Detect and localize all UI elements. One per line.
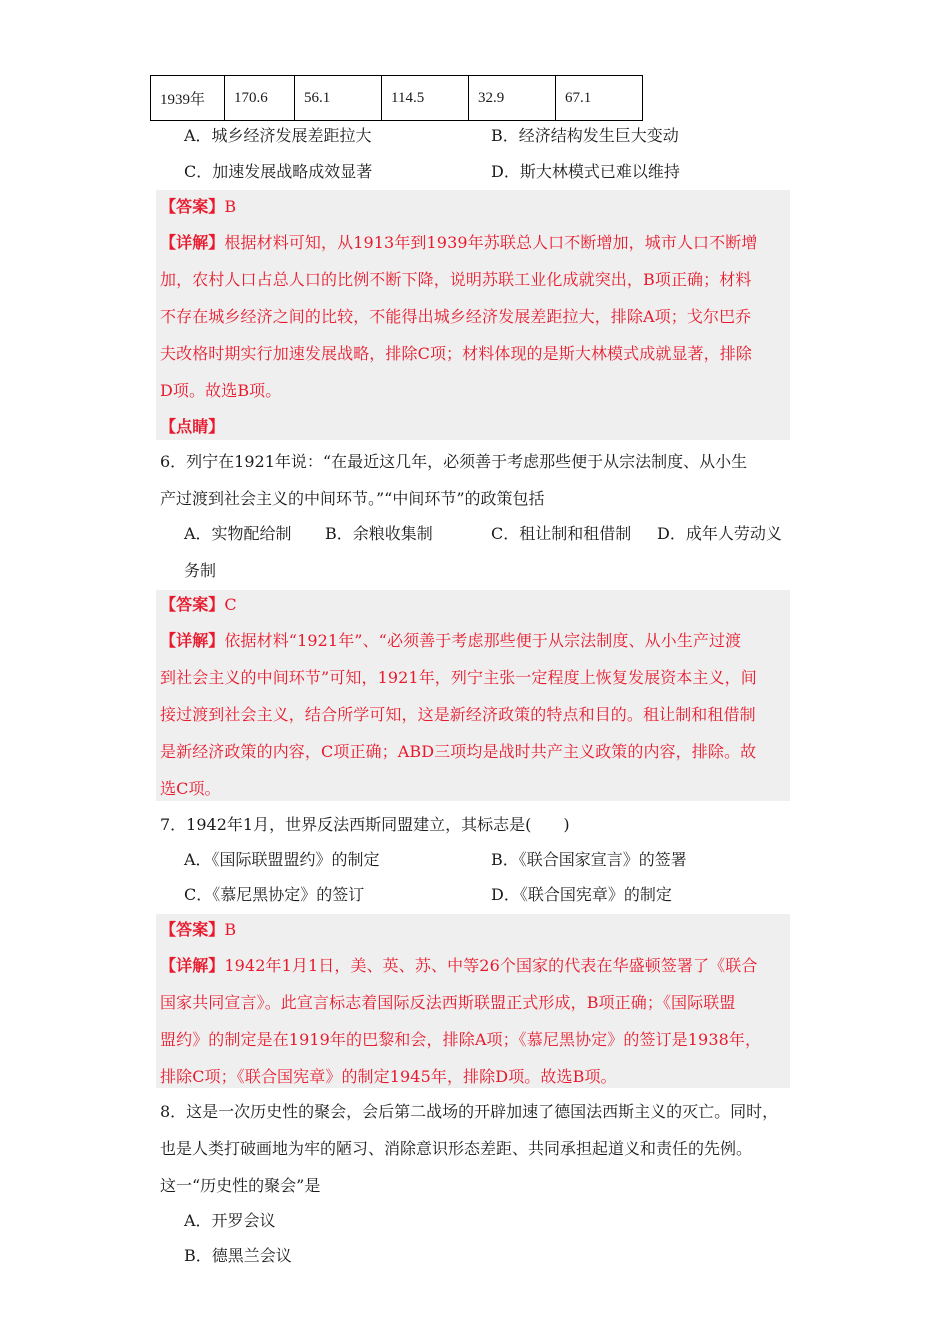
q5-answer-line <box>160 197 236 217</box>
q6-detail-line: 接过渡到社会主义，结合所学可知，这是新经济政策的特点和目的。租让制和租借制 <box>160 705 756 724</box>
table-cell: 170.6 <box>225 76 295 121</box>
q5-detail-line: D项。故选B项。 <box>160 381 282 400</box>
q6-option-d: D．成年人劳动义 <box>657 524 782 543</box>
q7-answer-line <box>160 920 236 940</box>
q6-option-b: B．余粮收集制 <box>325 524 433 543</box>
q6-stem: 6．列宁在1921年说：“在最近这几年，必须善于考虑那些便于从宗法制度、从小生 <box>160 452 748 471</box>
q6-answer-line <box>160 595 237 615</box>
q6-option-c: C．租让制和租借制 <box>491 524 632 543</box>
q6-option-a: A．实物配给制 <box>184 524 292 543</box>
q8-stem: 这一“历史性的聚会”是 <box>160 1176 321 1195</box>
table-cell: 114.5 <box>382 76 469 121</box>
q5-option-c: C．加速发展战略成效显著 <box>184 162 373 181</box>
q7-option-c: C．《慕尼黑协定》的签订 <box>184 885 365 904</box>
q7-option-a: A．《国际联盟盟约》的制定 <box>184 850 380 869</box>
table-cell: 67.1 <box>556 76 643 121</box>
q7-option-d: D．《联合国宪章》的制定 <box>491 885 672 904</box>
detail-tag: 【详解】 <box>160 233 225 252</box>
q5-option-b: B．经济结构发生巨大变动 <box>491 126 679 145</box>
table-cell: 32.9 <box>469 76 556 121</box>
q7-stem: 7．1942年1月，世界反法西斯同盟建立，其标志是( ) <box>160 815 570 834</box>
q5-note-tag: 【点睛】 <box>160 417 225 436</box>
q5-detail-line: 不存在城乡经济之间的比较，不能得出城乡经济发展差距拉大，排除A项；戈尔巴乔 <box>160 307 752 326</box>
q7-detail-line: 排除C项；《联合国宪章》的制定1945年，排除D项。故选B项。 <box>160 1067 617 1086</box>
q6-stem: 产过渡到社会主义的中间环节。”“中间环节”的政策包括 <box>160 489 545 508</box>
detail-text: 1942年1月1日，美、英、苏、中等26个国家的代表在华盛顿签署了《联合 <box>224 956 758 975</box>
q5-answer-box <box>156 190 790 440</box>
answer-tag: 【答案】 <box>160 197 225 216</box>
population-table <box>150 75 643 121</box>
q8-stem: 8．这是一次历史性的聚会，会后第二战场的开辟加速了德国法西斯主义的灭亡。同时， <box>160 1102 779 1121</box>
q6-detail-line <box>160 631 741 651</box>
answer-tag: 【答案】 <box>160 920 225 939</box>
table-cell: 1939年 <box>151 76 225 121</box>
q7-detail-line: 盟约》的制定是在1919年的巴黎和会，排除A项；《慕尼黑协定》的签订是1938年， <box>160 1030 762 1049</box>
detail-text: 依据材料“1921年”、“必须善于考虑那些便于从宗法制度、从小生产过渡 <box>224 631 742 650</box>
q7-detail-line: 国家共同宣言》。此宣言标志着国际反法西斯联盟正式形成，B项正确；《国际联盟 <box>160 993 736 1012</box>
answer-value: C <box>224 595 237 614</box>
q5-detail-line <box>160 233 757 253</box>
q8-option-a: A．开罗会议 <box>184 1211 276 1230</box>
q6-answer-box <box>156 590 790 801</box>
q8-option-b: B．德黑兰会议 <box>184 1246 292 1265</box>
answer-tag: 【答案】 <box>160 595 225 614</box>
detail-tag: 【详解】 <box>160 631 225 650</box>
q7-detail-line <box>160 956 757 976</box>
answer-value: B <box>224 920 237 939</box>
q5-detail-line: 加，农村人口占总人口的比例不断下降，说明苏联工业化成就突出，B项正确；材料 <box>160 270 752 289</box>
q5-option-a: A．城乡经济发展差距拉大 <box>184 126 372 145</box>
q6-detail-line: 选C项。 <box>160 779 221 798</box>
q6-detail-line: 是新经济政策的内容，C项正确；ABD三项均是战时共产主义政策的内容，排除。故 <box>160 742 757 761</box>
answer-value: B <box>224 197 237 216</box>
q7-option-b: B．《联合国家宣言》的签署 <box>491 850 687 869</box>
q5-detail-line: 夫改格时期实行加速发展战略，排除C项；材料体现的是斯大林模式成就显著，排除 <box>160 344 752 363</box>
table-cell: 56.1 <box>295 76 382 121</box>
q5-option-d: D．斯大林模式已难以维持 <box>491 162 680 181</box>
q6-detail-line: 到社会主义的中间环节”可知，1921年，列宁主张一定程度上恢复发展资本主义，间 <box>160 668 757 687</box>
q7-answer-box <box>156 914 790 1088</box>
detail-tag: 【详解】 <box>160 956 225 975</box>
q6-option-d-cont: 务制 <box>184 561 217 580</box>
table-row <box>151 76 643 121</box>
detail-text: 根据材料可知，从1913年到1939年苏联总人口不断增加，城市人口不断增 <box>224 233 758 252</box>
q8-stem: 也是人类打破画地为牢的陋习、消除意识形态差距、共同承担起道义和责任的先例。 <box>160 1139 753 1158</box>
